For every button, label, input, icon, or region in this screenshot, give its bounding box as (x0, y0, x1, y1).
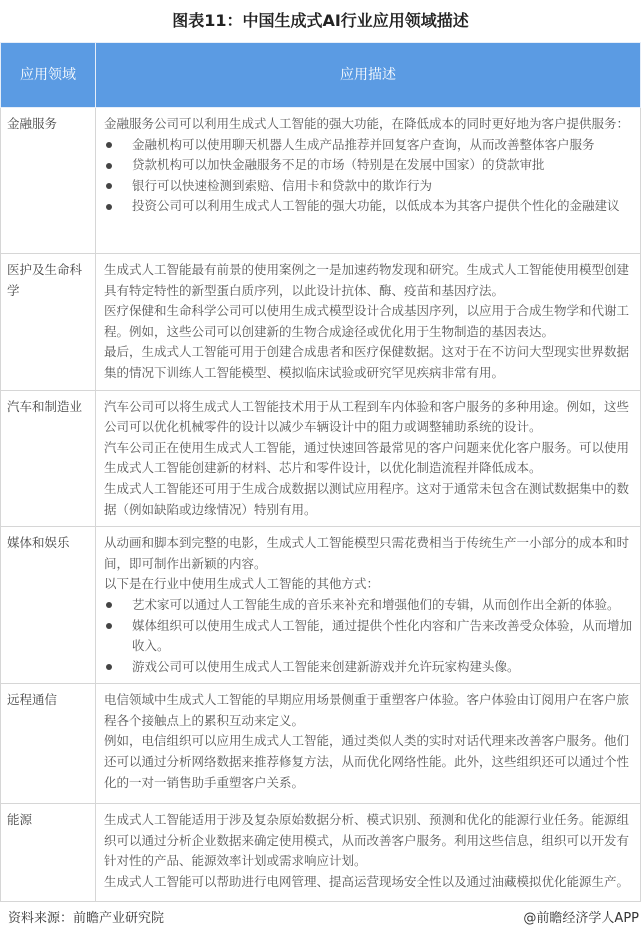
field-cell: 金融服务 (1, 108, 96, 254)
description-cell (96, 254, 641, 391)
bullet-text: 媒体组织可以使用生成式人工智能，通过提供个性化内容和广告来改善受众体验，从而增加收入。 (132, 617, 633, 654)
table-row (1, 684, 641, 804)
paragraph: 最后，生成式人工智能可用于创建合成患者和医疗保健数据。这对于在不访问大型现实世界数据集的情况下训练人工智能模型、模拟临床试验或研究罕见疾病非常有用。 (104, 344, 630, 380)
table-row (1, 804, 641, 902)
table-row (1, 108, 641, 254)
paragraph: 电信领域中生成式人工智能的早期应用场景侧重于重塑客户体验。客户体验由订阅用户在客户旅程各个接触点上的累积互动来定义。 (104, 692, 630, 728)
description-cell (96, 684, 641, 804)
bullet-item (104, 616, 634, 657)
application-table (0, 42, 641, 902)
description-cell (96, 390, 641, 527)
bullet-text: 艺术家可以通过人工智能生成的音乐来补充和增强他们的专辑，从而创作出全新的体验。 (132, 596, 620, 612)
table-row (1, 527, 641, 684)
field-cell: 媒体和娱乐 (1, 527, 96, 684)
bullet-item (104, 176, 634, 197)
description-cell (96, 804, 641, 902)
bullet-icon (104, 595, 132, 616)
paragraph: 从动画和脚本到完整的电影，生成式人工智能模型只需花费相当于传统生产一小部分的成本和时间，即可制作出新颖的内容。 (104, 535, 630, 571)
bullet-item (104, 595, 634, 616)
bullet-text: 银行可以快速检测到索赔、信用卡和贷款中的欺诈行为 (132, 177, 433, 193)
bullet-icon (104, 155, 132, 176)
paragraph: 生成式人工智能可以帮助进行电网管理、提高运营现场安全性以及通过油藏模拟优化能源生产。 (104, 874, 630, 890)
paragraph: 生成式人工智能还可用于生成合成数据以测试应用程序。这对于通常未包含在测试数据集中的数据（例如缺陷或边缘情况）特别有用。 (104, 480, 630, 517)
paragraph: 医疗保健和生命科学公司可以使用生成式模型设计合成基因序列，以应用于合成生物学和代谢工程。例如，这些公司可以创建新的生物合成途径或优化用于生物制造的基因表达。 (104, 303, 630, 339)
paragraph: 以下是在行业中使用生成式人工智能的其他方式： (104, 576, 380, 592)
bullet-icon (104, 135, 132, 156)
paragraph: 汽车公司可以将生成式人工智能技术用于从工程到车内体验和客户服务的多种用途。例如，这些公司可以优化机械零件的设计以减少车辆设计中的阻力或调整辅助系统的设计。 (104, 398, 630, 435)
description-cell (96, 527, 641, 684)
field-cell: 医护及生命科学 (1, 254, 96, 391)
paragraph: 生成式人工智能适用于涉及复杂原始数据分析、模式识别、预测和优化的能源行业任务。能源组织可以通过分析企业数据来确定使用模式，从而改善客户服务。利用这些信息，组织可以开发有针对性的产品、能源效率计划或需求响应计划。 (104, 812, 630, 869)
table-row (1, 390, 641, 527)
page-title: 图表11：中国生成式AI行业应用领域描述 (172, 11, 469, 30)
field-cell: 汽车和制造业 (1, 390, 96, 527)
bullet-item (104, 657, 634, 678)
bullet-icon (104, 657, 132, 678)
header-field: 应用领域 (1, 43, 96, 108)
bullet-text: 投资公司可以利用生成式人工智能的强大功能，以低成本为其客户提供个性化的金融建议 (132, 198, 620, 214)
bullet-text: 金融机构可以使用聊天机器人生成产品推荐并回复客户查询，从而改善整体客户服务 (132, 136, 595, 152)
bullet-item (104, 155, 634, 176)
bullet-icon (104, 196, 132, 217)
bullet-icon (104, 616, 132, 657)
bullet-item (104, 135, 634, 156)
footer (0, 902, 641, 936)
paragraph: 汽车公司正在使用生成式人工智能，通过快速回答最常见的客户问题来优化客户服务。可以使用生成式人工智能创建新的材料、芯片和零件设计，以优化制造流程并降低成本。 (104, 439, 630, 476)
paragraph: 金融服务公司可以利用生成式人工智能的强大功能，在降低成本的同时更好地为客户提供服务： (104, 116, 630, 131)
source-note: 资料来源：前瞻产业研究院 (8, 911, 165, 927)
bullet-item (104, 196, 634, 217)
description-cell (96, 108, 641, 254)
credit-note: @前瞻经济学人APP (523, 911, 639, 927)
field-cell: 远程通信 (1, 684, 96, 804)
paragraph: 例如，电信组织可以应用生成式人工智能，通过类似人类的实时对话代理来改善客户服务。他们还可以通过分析网络数据来推荐修复方法，从而优化网络性能。此外，这些组织还可以通过个性化的一对一销售助手重塑客户关系。 (104, 733, 630, 790)
bullet-text: 游戏公司可以使用生成式人工智能来创建新游戏并允许玩家构建头像。 (132, 658, 520, 674)
field-cell: 能源 (1, 804, 96, 902)
bullet-icon (104, 176, 132, 197)
table-row (1, 254, 641, 391)
header-description: 应用描述 (96, 43, 641, 108)
paragraph: 生成式人工智能最有前景的使用案例之一是加速药物发现和研究。生成式人工智能使用模型创建具有特定特性的新型蛋白质序列，以此设计抗体、酶、疫苗和基因疗法。 (104, 262, 630, 298)
bullet-text: 贷款机构可以加快金融服务不足的市场（特别是在发展中国家）的贷款审批 (132, 157, 545, 173)
